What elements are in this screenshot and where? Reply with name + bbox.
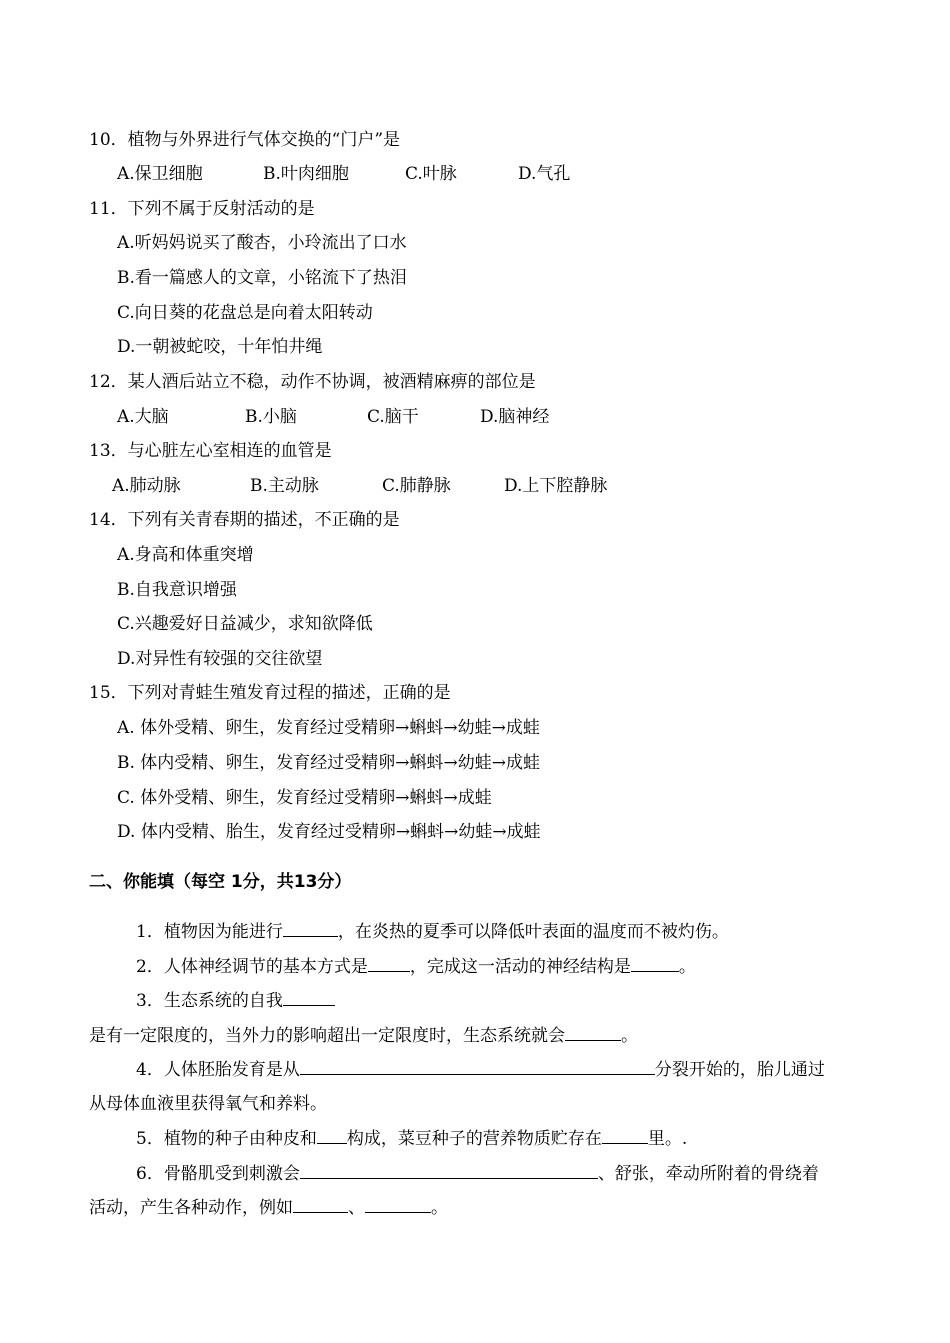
fill-3-text-c: 。 <box>621 1026 638 1046</box>
question-10-option-d: D.气孔 <box>518 164 571 184</box>
question-11-option-c: C.向日葵的花盘总是向着太阳转动 <box>117 303 373 323</box>
fill-5-text-b: 构成，菜豆种子的营养物质贮存在 <box>346 1129 602 1149</box>
fill-3-text-b: 是有一定限度的，当外力的影响超出一定限度时，生态系统就会 <box>89 1026 565 1046</box>
question-11-option-d: D.一朝被蛇咬，十年怕井绳 <box>117 337 323 357</box>
question-13-option-d: D.上下腔静脉 <box>504 476 608 496</box>
question-12-stem: 12．某人酒后站立不稳，动作不协调，被酒精麻痹的部位是 <box>89 372 536 392</box>
question-15-option-b: B. 体内受精、卵生，发育经过受精卵→蝌蚪→幼蛙→成蛙 <box>117 753 541 773</box>
fill-4-text-b: 分裂开始的，胎儿通过 <box>654 1060 825 1080</box>
fill-6-text-a: 6．骨骼肌受到刺激会 <box>136 1164 300 1184</box>
question-12-option-c: C.脑干 <box>367 407 419 427</box>
fill-question-3-line-2 <box>89 1024 638 1047</box>
fill-question-3-line-1 <box>136 989 335 1012</box>
fill-2-text-b: ，完成这一活动的神经结构是 <box>409 957 631 977</box>
question-12-option-b: B.小脑 <box>245 407 297 427</box>
fill-6-text-b: 、舒张，牵动所附着的骨绕着 <box>597 1164 819 1184</box>
question-15-option-c: C. 体外受精、卵生，发育经过受精卵→蝌蚪→成蛙 <box>117 788 492 808</box>
question-11-stem: 11．下列不属于反射活动的是 <box>89 199 315 219</box>
question-14-option-c: C.兴趣爱好日益减少，求知欲降低 <box>117 614 373 634</box>
fill-question-4-line-2: 从母体血液里获得氧气和养料。 <box>89 1094 327 1114</box>
question-13-option-c: C.肺静脉 <box>382 476 451 496</box>
question-13-stem: 13．与心脏左心室相连的血管是 <box>89 441 332 461</box>
fill-6-text-e: 。 <box>431 1198 448 1218</box>
question-13-option-a: A.肺动脉 <box>112 476 181 496</box>
fill-question-6-line-1 <box>136 1162 819 1185</box>
question-12-option-a: A.大脑 <box>117 407 169 427</box>
fill-2-text-a: 2．人体神经调节的基本方式是 <box>136 957 368 977</box>
question-15-option-a: A. 体外受精、卵生，发育经过受精卵→蝌蚪→幼蛙→成蛙 <box>117 718 540 738</box>
question-14-option-a: A.身高和体重突增 <box>117 545 254 565</box>
question-10-option-c: C.叶脉 <box>405 164 457 184</box>
fill-question-6-line-2 <box>89 1196 448 1219</box>
fill-6-text-c: 活动，产生各种动作，例如 <box>89 1198 293 1218</box>
question-14-stem: 14．下列有关青春期的描述，不正确的是 <box>89 510 400 530</box>
fill-2-text-c: 。 <box>678 957 696 977</box>
fill-3-text-a: 3．生态系统的自我 <box>136 991 283 1011</box>
fill-4-text-a: 4．人体胚胎发育是从 <box>136 1060 300 1080</box>
fill-3-blank-2[interactable] <box>565 1024 621 1041</box>
fill-2-blank-1[interactable] <box>368 955 410 972</box>
fill-question-1 <box>136 920 729 943</box>
fill-1-text-a: 1．植物因为能进行 <box>136 922 283 942</box>
question-13-option-b: B.主动脉 <box>250 476 319 496</box>
fill-5-blank-1[interactable] <box>317 1127 347 1144</box>
fill-6-blank-2[interactable] <box>293 1196 348 1213</box>
question-11-option-a: A.听妈妈说买了酸杏，小玲流出了口水 <box>117 233 407 253</box>
fill-3-blank-1[interactable] <box>283 989 335 1006</box>
fill-5-text-a: 5．植物的种子由种皮和 <box>136 1129 317 1149</box>
question-10-stem: 10．植物与外界进行气体交换的“门户”是 <box>89 130 401 150</box>
question-14-option-b: B.自我意识增强 <box>117 580 237 600</box>
question-14-option-d: D.对异性有较强的交往欲望 <box>117 649 323 669</box>
fill-question-4-line-1 <box>136 1058 825 1081</box>
fill-6-blank-3[interactable] <box>365 1196 431 1213</box>
fill-5-text-c: 里。. <box>647 1129 688 1149</box>
question-15-stem: 15．下列对青蛙生殖发育过程的描述，正确的是 <box>89 683 451 703</box>
fill-2-blank-2[interactable] <box>631 955 679 972</box>
fill-6-text-d: 、 <box>348 1198 365 1218</box>
question-10-option-b: B.叶肉细胞 <box>263 164 349 184</box>
question-12-option-d: D.脑神经 <box>480 407 550 427</box>
fill-1-blank[interactable] <box>283 920 338 937</box>
question-15-option-d: D. 体内受精、胎生，发育经过受精卵→蝌蚪→幼蛙→成蛙 <box>117 822 541 842</box>
fill-4-blank[interactable] <box>300 1058 655 1075</box>
question-10-option-a: A.保卫细胞 <box>117 164 203 184</box>
fill-1-text-b: ，在炎热的夏季可以降低叶表面的温度而不被灼伤。 <box>337 922 729 942</box>
fill-5-blank-2[interactable] <box>602 1127 648 1144</box>
fill-question-2 <box>136 955 696 978</box>
fill-6-blank-1[interactable] <box>300 1162 598 1179</box>
section-2-title: 二、你能填（每空 1分，共13分） <box>89 872 352 892</box>
question-11-option-b: B.看一篇感人的文章，小铭流下了热泪 <box>117 268 407 288</box>
fill-question-5 <box>136 1127 687 1150</box>
